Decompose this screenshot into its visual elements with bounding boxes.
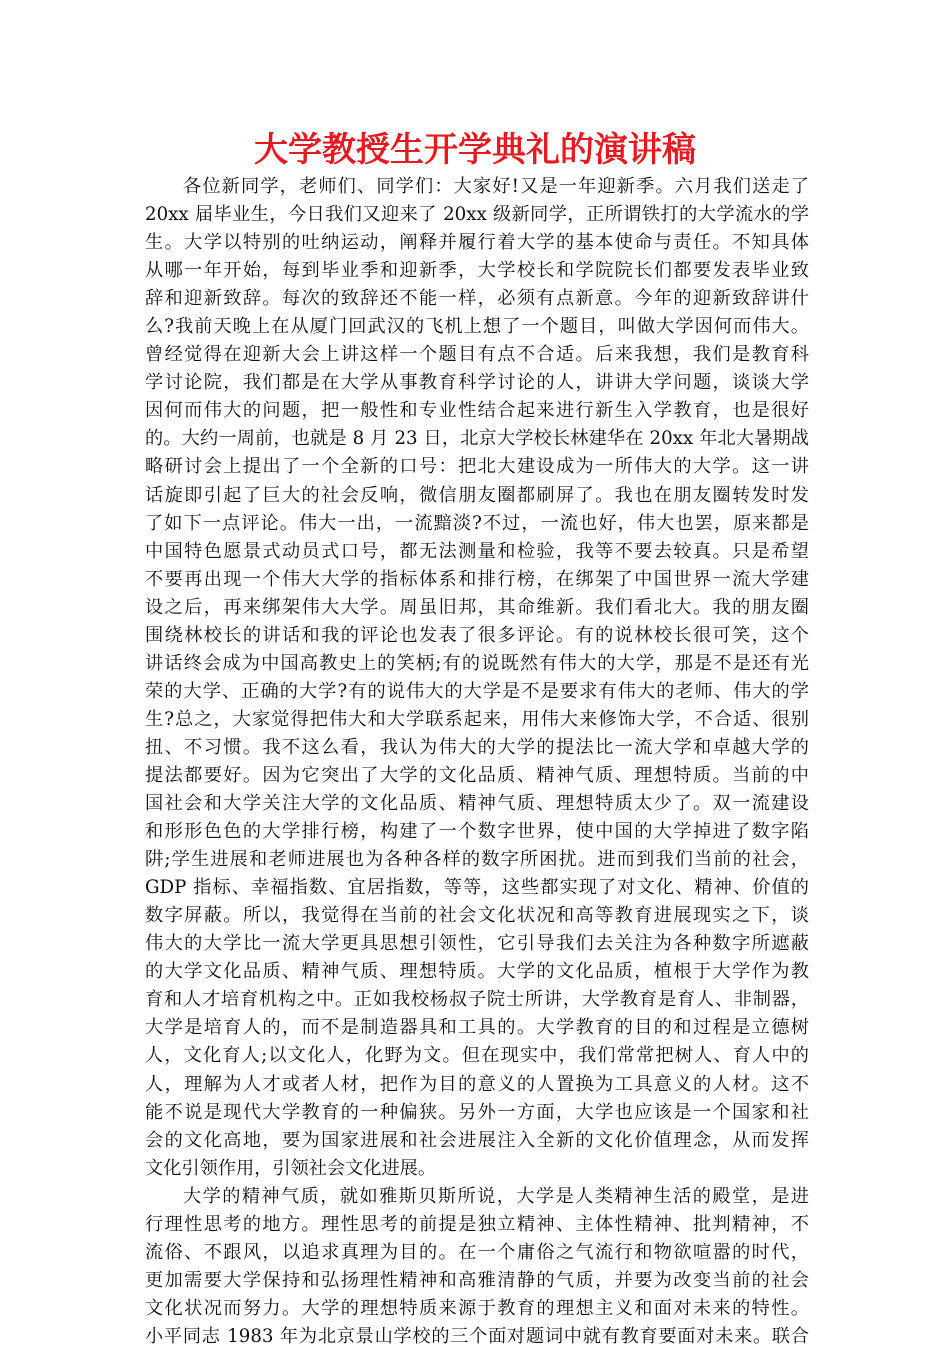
text-line: 略研讨会上提出了一个全新的口号：把北大建设成为一所伟大的大学。这一讲 xyxy=(145,456,809,478)
text-line: 设之后，再来绑架伟大大学。周虽旧邦，其命维新。我们看北大。我的朋友圈 xyxy=(145,596,809,618)
text-line: 的。大约一周前，也就是 8 月 23 日，北京大学校长林建华在 20xx 年北大暑期战 xyxy=(145,428,809,450)
text-line: 阱;学生进展和老师进展也为各种各样的数字所困扰。进而到我们当前的社会， xyxy=(145,849,809,871)
text-line: 了如下一点评论。伟大一出，一流黯淡?不过，一流也好，伟大也罢，原来都是 xyxy=(145,512,809,534)
text-line: 人，理解为人才或者人材，把作为目的意义的人置换为工具意义的人材。这不 xyxy=(145,1073,809,1095)
text-line: 小平同志 1983 年为北京景山学校的三个面对题词中就有教育要面对未来。联合 xyxy=(145,1325,809,1347)
text-line: 辞和迎新致辞。每次的致辞还不能一样，必须有点新意。今年的迎新致辞讲什 xyxy=(145,288,809,310)
document-title: 大学教授生开学典礼的演讲稿 xyxy=(254,130,696,170)
text-line: 不要再出现一个伟大大学的指标体系和排行榜，在绑架了中国世界一流大学建 xyxy=(145,568,809,590)
text-line: 文化状况而努力。大学的理想特质来源于教育的理想主义和面对未来的特性。 xyxy=(145,1297,809,1319)
text-line: 话旋即引起了巨大的社会反响，微信朋友圈都刷屏了。我也在朋友圈转发时发 xyxy=(145,484,809,506)
text-line: 会的文化高地，要为国家进展和社会进展注入全新的文化价值理念，从而发挥 xyxy=(145,1129,809,1151)
text-line: 从哪一年开始，每到毕业季和迎新季，大学校长和学院院长们都要发表毕业致 xyxy=(145,260,809,282)
text-line: 人，文化育人;以文化人，化野为文。但在现实中，我们常常把树人、育人中的 xyxy=(145,1045,809,1067)
text-line: 大学的精神气质，就如雅斯贝斯所说，大学是人类精神生活的殿堂，是进 xyxy=(183,1185,809,1207)
text-line: 更加需要大学保持和弘扬理性精神和高雅清静的气质，并要为改变当前的社会 xyxy=(145,1269,809,1291)
text-line: 大学是培育人的，而不是制造器具和工具的。大学教育的目的和过程是立德树 xyxy=(145,1017,809,1039)
text-line: 20xx 届毕业生，今日我们又迎来了 20xx 级新同学，正所谓铁打的大学流水的学 xyxy=(145,204,809,226)
text-line: 扭、不习惯。我不这么看，我认为伟大的大学的提法比一流大学和卓越大学的 xyxy=(145,736,809,758)
text-line: 提法都要好。因为它突出了大学的文化品质、精神气质、理想特质。当前的中 xyxy=(145,764,809,786)
text-line: 因何而伟大的问题，把一般性和专业性结合起来进行新生入学教育，也是很好 xyxy=(145,400,809,422)
text-line: 数字屏蔽。所以，我觉得在当前的社会文化状况和高等教育进展现实之下，谈 xyxy=(145,905,809,927)
text-line: GDP 指标、幸福指数、宜居指数，等等，这些都实现了对文化、精神、价值的 xyxy=(145,877,809,899)
text-line: 围绕林校长的讲话和我的评论也发表了很多评论。有的说林校长很可笑，这个 xyxy=(145,624,809,646)
text-line: 伟大的大学比一流大学更具思想引领性，它引导我们去关注为各种数字所遮蔽 xyxy=(145,933,809,955)
text-line: 荣的大学、正确的大学?有的说伟大的大学是不是要求有伟大的老师、伟大的学 xyxy=(145,680,809,702)
text-line: 文化引领作用，引领社会文化进展。 xyxy=(145,1157,437,1179)
text-line: 和形形色色的大学排行榜，构建了一个数字世界，使中国的大学掉进了数字陷 xyxy=(145,821,809,843)
text-line: 各位新同学，老师们、同学们：大家好!又是一年迎新季。六月我们送走了 xyxy=(183,176,809,197)
paragraph-1 xyxy=(145,173,809,1183)
document-body xyxy=(145,173,809,1351)
text-line: 生?总之，大家觉得把伟大和大学联系起来，用伟大来修饰大学，不合适、很别 xyxy=(145,708,809,730)
text-line: 曾经觉得在迎新大会上讲这样一个题目有点不合适。后来我想，我们是教育科 xyxy=(145,344,809,366)
text-line: 学讨论院，我们都是在大学从事教育科学讨论的人，讲讲大学问题，谈谈大学 xyxy=(145,372,809,394)
paragraph-2 xyxy=(145,1183,809,1351)
text-line: 生。大学以特别的吐纳运动，阐释并履行着大学的基本使命与责任。不知具体 xyxy=(145,232,809,254)
text-line: 能不说是现代大学教育的一种偏狭。另外一方面，大学也应该是一个国家和社 xyxy=(145,1101,809,1123)
text-line: 中国特色愿景式动员式口号，都无法测量和检验，我等不要去较真。只是希望 xyxy=(145,540,809,562)
text-line: 讲话终会成为中国高教史上的笑柄;有的说既然有伟大的大学，那是不是还有光 xyxy=(145,652,809,674)
text-line: 育和人才培育机构之中。正如我校杨叔子院士所讲，大学教育是育人、非制器， xyxy=(145,989,809,1011)
text-line: 的大学文化品质、精神气质、理想特质。大学的文化品质，植根于大学作为教 xyxy=(145,961,809,983)
text-line: 行理性思考的地方。理性思考的前提是独立精神、主体性精神、批判精神，不 xyxy=(145,1213,809,1235)
text-line: 么?我前天晚上在从厦门回武汉的飞机上想了一个题目，叫做大学因何而伟大。 xyxy=(145,316,809,338)
text-line: 流俗、不跟风，以追求真理为目的。在一个庸俗之气流行和物欲喧嚣的时代， xyxy=(145,1241,809,1263)
text-line: 国社会和大学关注大学的文化品质、精神气质、理想特质太少了。双一流建设 xyxy=(145,793,809,815)
